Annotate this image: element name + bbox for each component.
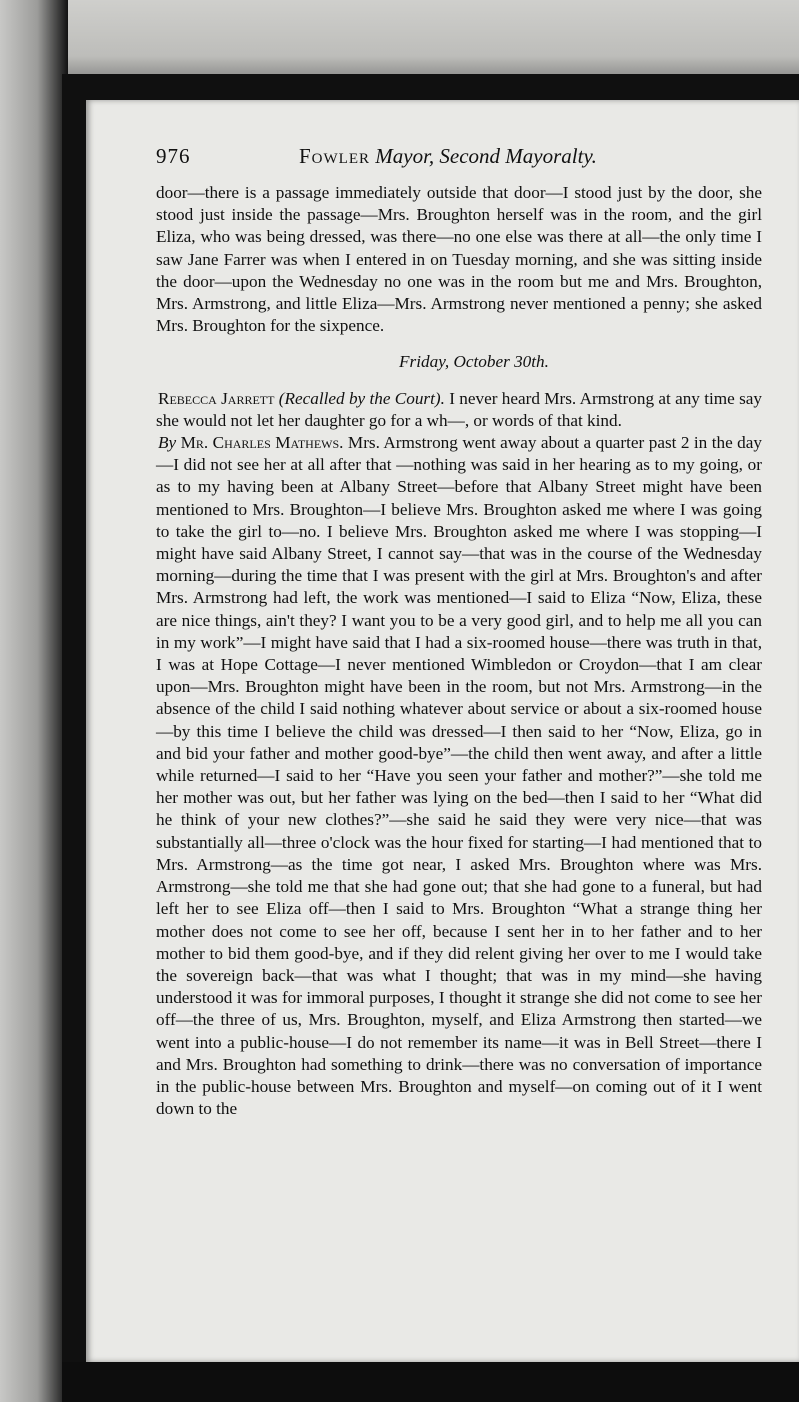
recall-note: (Recalled by the Court). [278, 388, 445, 408]
recall-text: I never heard Mrs. Armstrong at any time say she would not let her daughter go for a wh—, or words of that kind. [156, 388, 762, 430]
examiner-name: Mr. Charles Mathews. [180, 433, 344, 453]
scan-bottom-band [62, 1362, 799, 1402]
scan-left-shadow [0, 0, 68, 1402]
title-italic: Mayor, Second Mayoralty. [375, 144, 597, 168]
opening-paragraph: door—there is a passage immediately outside that door—I stood just by the door, she stood just inside the passage—Mrs. Broughton herself was in the room, and the girl Eliza, who was being dressed, was there—no one else was there at all—the only time I saw Jane Farrer was when I entered in on Tuesday morning, and she was sitting inside the door—upon the Wednesday no one was in the room but me and Mrs. Broughton, Mrs. Armstrong, and little Eliza—Mrs. Armstrong never mentioned a penny; she asked Mrs. Broughton for the sixpence. [156, 183, 762, 336]
date-heading: Friday, October 30th. [399, 352, 549, 372]
recall-paragraph [156, 388, 762, 432]
by-label: By [158, 433, 177, 453]
scan-top-edge [0, 0, 799, 80]
body-text [156, 182, 762, 1120]
cross-examination-paragraph [156, 432, 762, 1120]
page-content [156, 142, 762, 1120]
running-title [299, 144, 597, 169]
author-name: Fowler [299, 144, 370, 168]
running-header [156, 142, 762, 182]
page-number: 976 [156, 144, 191, 168]
witness-name: Rebecca Jarrett [158, 388, 275, 408]
cross-text: Mrs. Armstrong went away about a quarter past 2 in the day—I did not see her at all after that —nothing was said in her hearing as to my going, or as to my having been at Albany Street—before that Albany Street might have been mentioned to Mrs. Broughton—I believe Mrs. Broughton asked me where I was going to take the girl to—no. I believe Mrs. Broughton asked me where I was stopping—I might have said Albany Street, I cannot say—that was in the course of the Wednesday morning—during the time that I was present with the girl at Mrs. Broughton's and after Mrs. Armstrong had left, the work was mentioned—I said to Eliza “Now, Eliza, these are nice things, ain't they? I want you to be a very good girl, and to help me all you can in my work”—I might have said that I had a six-roomed house—there was truth in that, I was at Hope Cottage—I never mentioned Wimbledon or Croydon—that I am clear upon—Mrs. Broughton might have been in the room, but not Mrs. Armstrong—in the absence of the child I said nothing whatever about service or about a six-roomed house—by this time I believe the child was dressed—I then said to her “Now, Eliza, go in and bid your father and mother good-bye”—the child then went away, and after a little while returned—I said to her “Have you seen your father and mother?”—she told me her mother was out, but her father was lying on the bed—then I said to her “What did he think of your new clothes?”—she said he said they were very nice—that was substantially all—three o'clock was the hour fixed for starting—I had mentioned that to Mrs. Armstrong—as the time got near, I asked Mrs. Broughton where was Mrs. Armstrong—she told me that she had gone out; that she had gone to a funeral, but had left her to see Eliza off—then I said to Mrs. Broughton “What a strange thing her mother does not come to see her off, because I sent her in to her father and to her mother to bid them good-bye, and if they did relent giving her over to me I would take the sovereign back—that was what I thought; that was in my mind—she having understood it was for immoral purposes, I thought it strange she did not come to see her off—the three of us, Mrs. Broughton, myself, and Eliza Armstrong then started—we went into a public-house—I do not remember its name—it was in Bell Street—there I and Mrs. Broughton had something to drink—there was no conversation of importance in the public-house between Mrs. Broughton and myself—on coming out of it I went down to the [156, 433, 762, 1119]
